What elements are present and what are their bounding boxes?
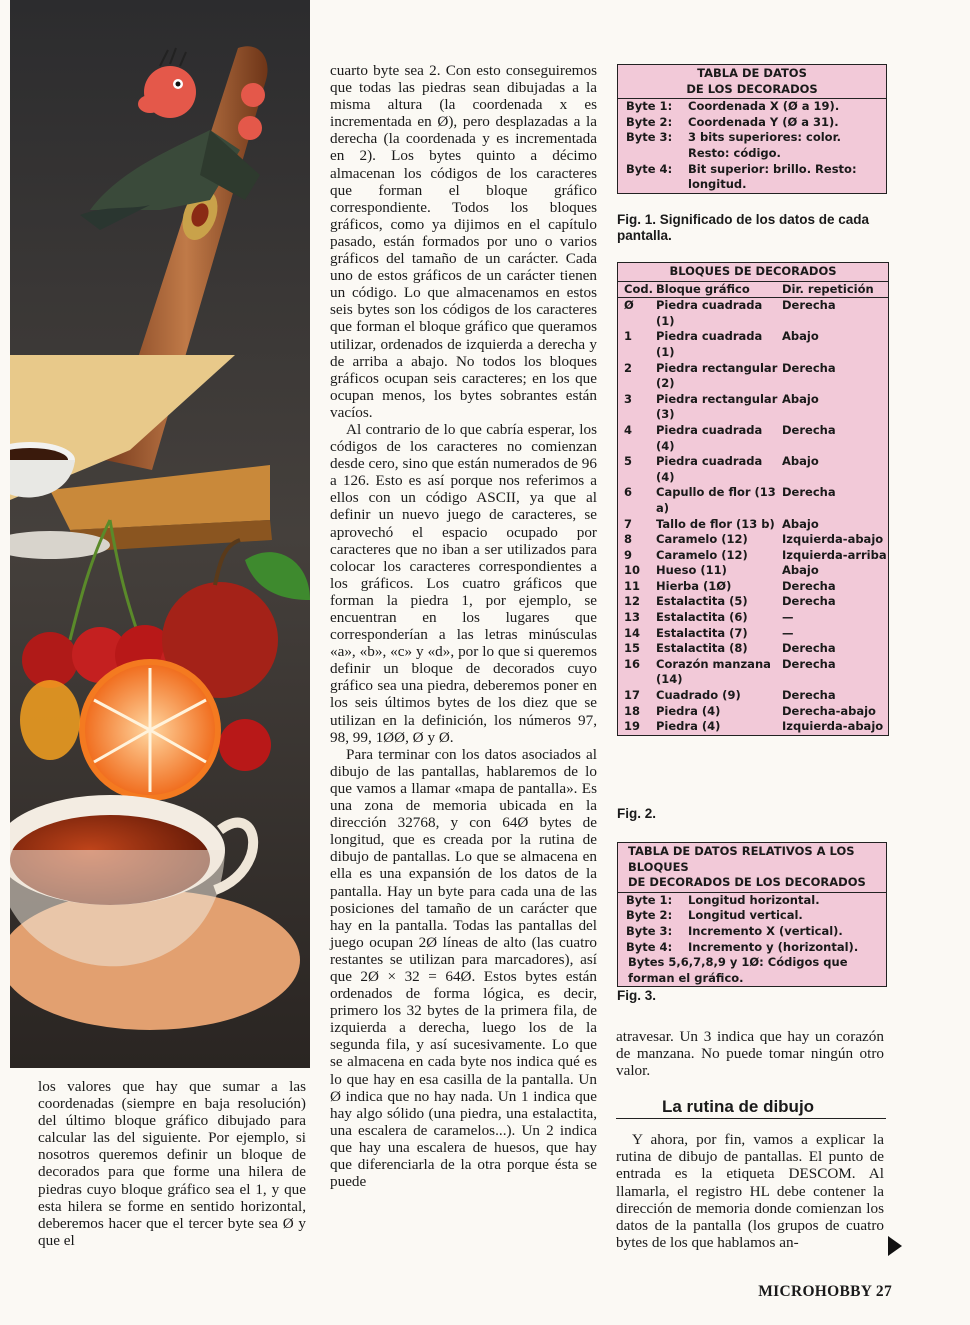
- table-row: [618, 940, 886, 956]
- row-code: 2: [624, 360, 633, 375]
- row-block: Piedra (4): [656, 719, 721, 734]
- row-direction: Derecha: [782, 641, 836, 656]
- row-code: 3: [624, 391, 633, 406]
- table-title-line: DE DECORADOS DE LOS DECORADOS: [628, 875, 866, 890]
- row-code: 4: [624, 422, 633, 437]
- row-block: Hierba (1Ø): [656, 578, 732, 593]
- row-direction: Abajo: [782, 391, 819, 406]
- table-row: [618, 517, 888, 533]
- row-key: Byte 4:: [626, 939, 673, 954]
- table-row: [618, 719, 888, 735]
- row-code: 14: [624, 625, 641, 640]
- row-code: 1: [624, 329, 633, 344]
- table-row: [618, 454, 888, 485]
- table-row: [618, 298, 888, 329]
- row-value: Bit superior: brillo. Resto: longitud.: [688, 161, 857, 192]
- cigar-and-still-life-icon: [10, 0, 310, 1068]
- row-block: Estalactita (5): [656, 594, 748, 609]
- row-code: 6: [624, 485, 633, 500]
- table-row: [618, 423, 888, 454]
- row-value: Longitud vertical.: [688, 908, 803, 923]
- row-value: Coordenada Y (Ø a 31).: [688, 114, 839, 129]
- table-row: [618, 610, 888, 626]
- row-code: 19: [624, 719, 641, 734]
- row-value: Incremento y (horizontal).: [688, 939, 859, 954]
- body-column-middle: [330, 62, 597, 1190]
- section-heading: La rutina de dibujo: [662, 1097, 815, 1116]
- table-datos-bloques: [617, 842, 887, 987]
- row-direction: Derecha: [782, 688, 836, 703]
- table-row: [618, 908, 886, 924]
- cigar-illustration: [10, 0, 310, 1068]
- table-row: [618, 924, 886, 940]
- row-code: 10: [624, 563, 641, 578]
- table-title-line: TABLA DE DATOS: [697, 66, 807, 80]
- row-block: Tallo de flor (13 b): [656, 516, 775, 531]
- row-direction: Abajo: [782, 516, 819, 531]
- row-code: 11: [624, 578, 641, 593]
- row-block: Cuadrado (9): [656, 688, 741, 703]
- row-direction: Abajo: [782, 329, 819, 344]
- row-code: 12: [624, 594, 641, 609]
- row-code: 8: [624, 532, 633, 547]
- row-key: Byte 4:: [626, 161, 673, 176]
- row-code: 18: [624, 703, 641, 718]
- row-direction: Izquierda-abajo: [782, 532, 884, 547]
- table-row: [618, 361, 888, 392]
- row-direction: —: [782, 625, 794, 640]
- figure-caption: Fig. 3.: [617, 988, 657, 1003]
- row-block: Piedra cuadrada (4): [656, 422, 763, 453]
- table-title: BLOQUES DE DECORADOS: [618, 263, 888, 282]
- row-code: 7: [624, 516, 633, 531]
- row-code: 5: [624, 454, 633, 469]
- table-row: [618, 115, 886, 131]
- row-code: 13: [624, 610, 641, 625]
- row-direction: Abajo: [782, 563, 819, 578]
- row-block: Piedra cuadrada (1): [656, 298, 763, 328]
- body-column-right: [616, 1028, 884, 1251]
- table-title-line: DE LOS DECORADOS: [686, 81, 818, 96]
- body-column-left: [38, 1078, 306, 1249]
- table-body: [618, 298, 888, 735]
- table-row: [618, 579, 888, 595]
- table-row: [618, 688, 888, 704]
- row-direction: Derecha: [782, 360, 836, 375]
- table-row: [618, 893, 886, 909]
- table-bloques-decorados: [617, 262, 889, 736]
- row-direction: Derecha-abajo: [782, 703, 876, 718]
- row-block: Piedra rectangular (3): [656, 391, 778, 422]
- page-footer: MICROHOBBY 27: [758, 1283, 892, 1300]
- table-row: [618, 162, 886, 193]
- row-direction: Derecha: [782, 656, 836, 671]
- table-row: [618, 657, 888, 688]
- table-header-row: [618, 282, 888, 299]
- paragraph: Para terminar con los datos asociados al dibujo de las pantallas, hablaremos de lo que vamos a llamar «mapa de pantalla». Es una zona de memoria ubicada en la dirección 32768, y con 64Ø bytes de longitud, que es creada por la rutina de dibujo de pantallas. Lo que se almacena en ella es una expansión de los datos de la pantalla. Hay un byte para cada una de las posiciones del tamaño de un carácter que hay en la pantalla. Todas las pantallas del juego ocupan 2Ø líneas de alto (las cuatro restantes se utilizan para marcadores), así que 2Ø × 32 = 64Ø. Estos bytes están ordenados de forma lógica, es decir, primero los 32 bytes de la primera fila, de izquierda a derecha, luego los de la segunda fila, y así sucesivamente. Lo que se almacena en cada byte nos indica qué es lo que hay en esa casilla de la pantalla. Un Ø indica que no hay nada. Un 1 indica que hay algo sólido (una piedra, una estalactita, una escalera de caramelos...). Un 2 indica que hay una escalera de huesos, que hay que diferenciarla de la otra porque ésta se puede: [330, 745, 597, 1191]
- table-row: [618, 641, 888, 657]
- row-direction: Derecha: [782, 422, 836, 437]
- row-key: Byte 2:: [626, 908, 673, 923]
- row-block: Estalactita (7): [656, 625, 748, 640]
- table-row: [618, 594, 888, 610]
- row-value: 3 bits superiores: color. Resto: código.: [688, 130, 841, 160]
- column-header: Bloque gráfico: [656, 281, 750, 296]
- row-block: Corazón manzana (14): [656, 656, 771, 687]
- table-row: [618, 626, 888, 642]
- continue-arrow-icon: [888, 1236, 902, 1256]
- table-row: [618, 485, 888, 516]
- row-block: Caramelo (12): [656, 532, 748, 547]
- row-block: Caramelo (12): [656, 547, 748, 562]
- paragraph: atravesar. Un 3 indica que hay un corazón de manzana. No puede tomar ningún otro valor.: [616, 1028, 884, 1080]
- paragraph: cuarto byte sea 2. Con esto conseguiremos que todas las piedras sean dibujadas a la misma altura (la coordenada x es incrementada en Ø), pero desplazadas a la derecha (la coordenada y es incrementada en 2). Los bytes quinto a décimo almacenan los códigos de los caracteres que forman el bloque gráfico correspondiente. Todos los bloques gráficos, como ya dijimos en el capítulo pasado, están formados por uno o varios gráficos del tamaño de un carácter. Cada uno de estos gráficos de un carácter tienen un código. Lo que almacenamos en estos seis bytes son los códigos de los caracteres que forman el bloque gráfico que queramos utilizar, ordenados de izquierda a derecha y de arriba a abajo. No todos los bloques gráficos ocupan seis caracteres; en los que ocupan menos, los bytes sobrantes están vacíos.: [330, 62, 597, 421]
- row-key: Byte 1:: [626, 99, 673, 114]
- row-block: Piedra (4): [656, 703, 721, 718]
- table-title: [618, 65, 886, 99]
- figure-caption: Fig. 1. Significado de los datos de cada pantalla.: [617, 212, 870, 243]
- table-row: Bytes 5,6,7,8,9 y 1Ø: Códigos que forman el gráfico.: [628, 955, 848, 985]
- row-block: Estalactita (6): [656, 610, 748, 625]
- row-direction: Derecha: [782, 298, 836, 313]
- table-datos-decorados: [617, 64, 887, 194]
- table-row: [618, 130, 886, 161]
- row-direction: Abajo: [782, 454, 819, 469]
- table-title: [618, 843, 886, 893]
- row-code: 9: [624, 547, 633, 562]
- row-value: Incremento X (vertical).: [688, 923, 843, 938]
- row-direction: Izquierda-abajo: [782, 719, 884, 734]
- paragraph: Al contrario de lo que cabría esperar, los códigos de los caracteres no comienzan desde cero, sino que están numerados de 96 a 126. Esto es así porque nos referimos a ellos con un código ASCII, ya que al definir un nuevo juego de caracteres, se aprovechó el espacio ocupado por caracteres que no iban a ser utilizados para colocar los caracteres correspondientes a los gráficos. Los cuatro gráficos que forman la piedra 1, por ejemplo, se encuentran en los lugares que corresponderían a las letras minúsculas «a», «b», «c» y «d», por lo que si queremos definir un bloque de decorados cuyo gráfico sea una piedra, deberemos poner en los seis últimos bytes de los diez que se utilizan en la definición, los números 97, 98, 99, 1ØØ, Ø y Ø.: [330, 420, 597, 746]
- table-row: [618, 704, 888, 720]
- row-direction: Derecha: [782, 578, 836, 593]
- column-header: Dir. repetición: [782, 281, 874, 296]
- table-row: [618, 548, 888, 564]
- table-row: [618, 329, 888, 360]
- table-row: [618, 563, 888, 579]
- row-value: Coordenada X (Ø a 19).: [688, 99, 840, 114]
- row-block: Piedra cuadrada (1): [656, 329, 763, 359]
- row-code: 17: [624, 688, 641, 703]
- row-block: Piedra cuadrada (4): [656, 454, 763, 484]
- row-block: Hueso (11): [656, 563, 727, 578]
- heading-underline: [616, 1118, 886, 1119]
- figure-caption: Fig. 2.: [617, 806, 657, 821]
- row-direction: Izquierda-arriba: [782, 547, 887, 562]
- row-block: Piedra rectangular (2): [656, 360, 778, 391]
- row-value: Longitud horizontal.: [688, 892, 820, 907]
- row-code: 16: [624, 656, 641, 671]
- row-block: Capullo de flor (13 a): [656, 485, 776, 515]
- row-direction: Derecha: [782, 594, 836, 609]
- row-direction: Derecha: [782, 485, 836, 500]
- column-header: Cod.: [624, 281, 653, 296]
- table-row: [618, 392, 888, 423]
- paragraph: los valores que hay que sumar a las coordenadas (siempre en baja resolución) del último bloque gráfico dibujado para calcular las del siguiente. Por ejemplo, si nosotros queremos definir un bloque de decorados para que forme una hilera de piedras cuyo bloque gráfico sea el 1, y que esta hilera se forme en sentido horizontal, deberemos hacer que el tercer byte sea Ø y que el: [38, 1078, 306, 1249]
- table-title-line: TABLA DE DATOS RELATIVOS A LOS BLOQUES: [628, 844, 855, 874]
- row-code: Ø: [624, 298, 634, 313]
- paragraph: Y ahora, por fin, vamos a explicar la rutina de dibujo de pantallas. El punto de entrada es la etiqueta DESCOM. Al llamarla, el registro HL debe contener la dirección de memoria donde comienzan los datos de la pantalla (los grupos de cuatro bytes de los que hablamos an-: [616, 1131, 884, 1251]
- row-direction: —: [782, 610, 794, 625]
- table-row: [618, 532, 888, 548]
- row-key: Byte 3:: [626, 130, 673, 145]
- row-code: 15: [624, 641, 641, 656]
- table-row: [618, 99, 886, 115]
- row-key: Byte 2:: [626, 114, 673, 129]
- row-key: Byte 3:: [626, 923, 673, 938]
- row-block: Estalactita (8): [656, 641, 748, 656]
- row-key: Byte 1:: [626, 892, 673, 907]
